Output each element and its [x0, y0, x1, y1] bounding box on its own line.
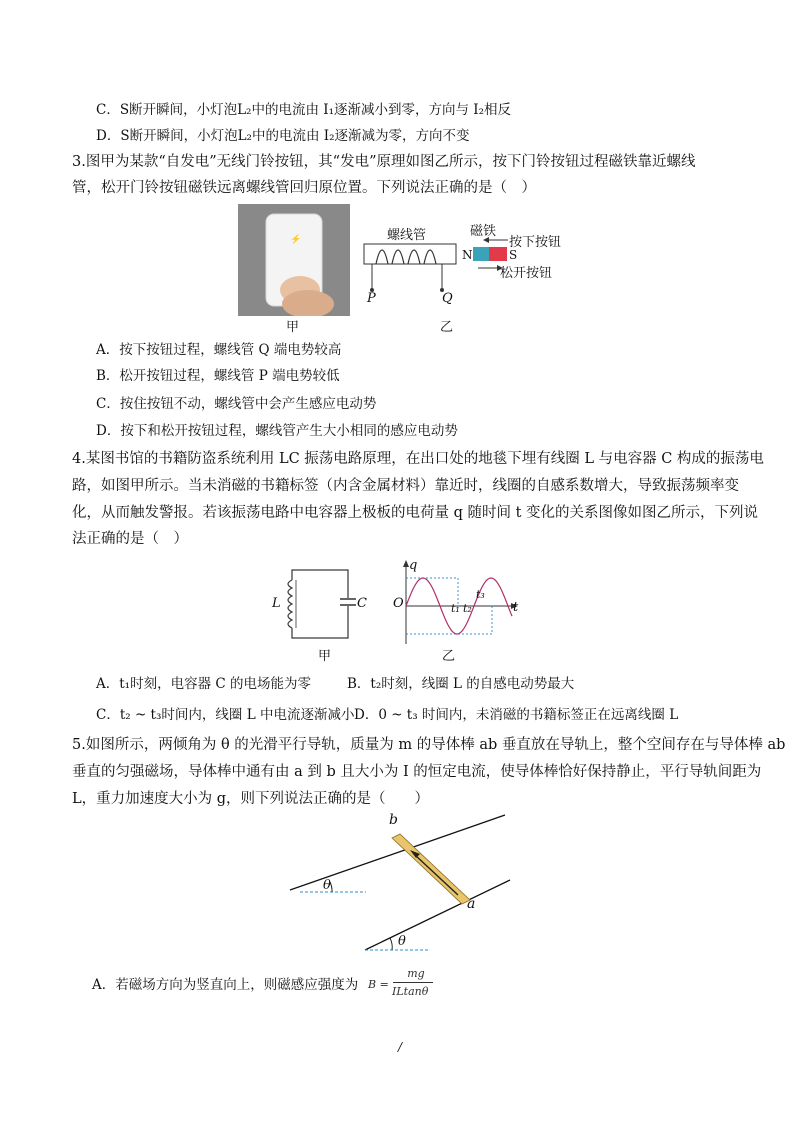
q4-origin-label: O: [393, 596, 404, 611]
q2-option-d: D．S断开瞬间，小灯泡L₂中的电流由 I₂逐渐减为零，方向不变: [96, 128, 470, 144]
q3-caption-yi: 乙: [440, 320, 454, 335]
q5-formula-denominator: ILtanθ: [392, 985, 429, 998]
q5-theta-upper: θ: [323, 878, 331, 893]
q5-option-a-text: A．若磁场方向为竖直向上，则磁感应强度为: [92, 977, 359, 993]
lower-rail: [365, 880, 510, 950]
q5-a-label: a: [467, 896, 476, 912]
svg-text:⚡: ⚡: [290, 235, 302, 245]
q4-option-d: D．0 ~ t₃ 时间内，未消磁的书籍标签正在远离线圈 L: [354, 707, 679, 723]
q4-stem-line4: 法正确的是（ ）: [72, 531, 188, 547]
q3-press-label: 按下按钮: [509, 235, 562, 250]
q3-n-label: N: [462, 248, 473, 262]
q5-fraction-bar: [393, 982, 433, 983]
q4-option-c: C．t₂ ~ t₃时间内，线圈 L 中电流逐渐减小: [96, 707, 355, 723]
q3-doorbell-photo: [238, 204, 350, 316]
q3-stem-line1: 3.图甲为某款“自发电”无线门铃按钮，其“发电”原理如图乙所示，按下门铃按钮过程磁铁靠近螺线: [72, 154, 696, 170]
q3-q-label: Q: [442, 291, 453, 306]
q3-p-label: P: [367, 291, 376, 306]
q3-option-b: B．松开按钮过程，螺线管 P 端电势较低: [96, 368, 340, 384]
q4-q-axis-label: q: [409, 558, 418, 573]
q4-stem-line1: 4.某图书馆的书籍防盗系统利用 LC 振荡电路原理，在出口处的地毯下埋有线圈 L 与电容器 C 构成的振荡电: [72, 451, 764, 467]
coil-turns: [376, 250, 436, 264]
q4-t2-label: t₂: [463, 602, 472, 615]
q5-theta-lower: θ: [398, 934, 406, 949]
q2-option-c: C．S断开瞬间，小灯泡L₂中的电流由 I₁逐渐减小到零，方向与 I₂相反: [96, 102, 512, 118]
q4-option-b: B．t₂时刻，线圈 L 的自感电动势最大: [347, 676, 575, 692]
q3-magnet-label: 磁铁: [470, 224, 497, 239]
q5-b-label: b: [389, 812, 398, 828]
page-number: /: [398, 1040, 403, 1054]
q4-t3-label: t₃: [476, 588, 485, 601]
q3-release-label: 松开按钮: [500, 266, 553, 281]
q4-stem-line3: 化，从而触发警报。若该振荡电路中电容器上极板的电荷量 q 随时间 t 变化的关系图像如图乙所示，下列说: [72, 505, 759, 521]
q5-formula-lhs: B =: [368, 978, 389, 991]
q4-caption-jia: 甲: [318, 649, 332, 664]
q4-l-label: L: [272, 596, 281, 611]
q5-stem-line2: 垂直的匀强磁场，导体棒中通有由 a 到 b 且大小为 I 的恒定电流，使导体棒恰好保持静止，平行导轨间距为: [72, 764, 762, 780]
magnet-s-pole: [489, 247, 507, 261]
q4-option-a: A．t₁时刻，电容器 C 的电场能为零: [96, 676, 311, 692]
q4-caption-yi: 乙: [442, 649, 456, 664]
q4-t-axis-label: t: [513, 600, 519, 615]
q5-formula-numerator: mg: [407, 967, 425, 980]
q3-caption-jia: 甲: [286, 320, 300, 335]
q5-stem-line1: 5.如图所示，两倾角为 θ 的光滑平行导轨，质量为 m 的导体棒 ab 垂直放在导轨上，整个空间存在与导体棒 ab: [72, 737, 786, 753]
q3-stem-line2: 管，松开门铃按钮磁铁远离螺线管回归原位置。下列说法正确的是（ ）: [72, 180, 536, 196]
q4-stem-line2: 路，如图甲所示。当未消磁的书籍标签（内含金属材料）靠近时，线圈的自感系数增大，导致振荡频率变: [72, 478, 739, 494]
magnet-n-pole: [473, 247, 489, 261]
q3-option-a: A．按下按钮过程，螺线管 Q 端电势较高: [96, 342, 342, 358]
q3-s-label: S: [509, 248, 518, 262]
q4-c-label: C: [357, 596, 367, 611]
q3-option-d: D．按下和松开按钮过程，螺线管产生大小相同的感应电动势: [96, 423, 458, 439]
q5-stem-line3: L，重力加速度大小为 g，则下列说法正确的是（ ）: [72, 791, 430, 807]
q3-option-c: C．按住按钮不动，螺线管中会产生感应电动势: [96, 396, 377, 412]
q4-lc-circuit: [282, 562, 362, 642]
q3-solenoid-label: 螺线管: [387, 228, 427, 243]
q4-t1-label: t₁: [451, 602, 460, 615]
